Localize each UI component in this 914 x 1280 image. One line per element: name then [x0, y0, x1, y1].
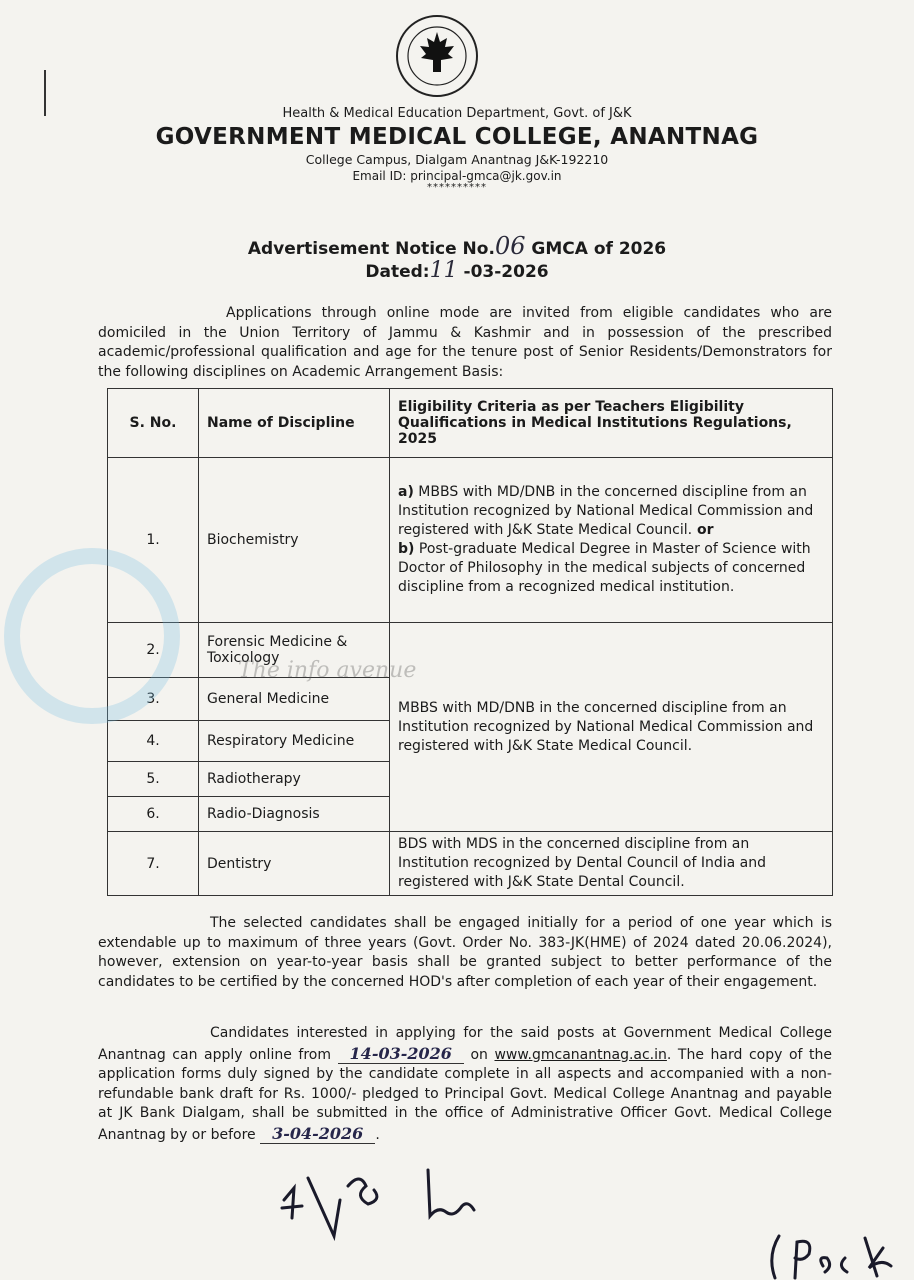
header-separator: ********** [427, 182, 487, 193]
watermark-text: The info avenue [238, 658, 417, 683]
criteria-a-label: a) [398, 484, 414, 500]
criteria-b-text: Post-graduate Medical Degree in Master of Science with Doctor of Philosophy in the medical subjects of concerned discipline from a recognized medical institution. [398, 541, 811, 595]
row-sno: 6. [108, 797, 199, 832]
dated-day: 11 [429, 258, 458, 283]
handwritten-signature [278, 1160, 498, 1250]
engagement-paragraph: The selected candidates shall be engaged initially for a period of one year which is extendable up to maximum of three years (Govt. Order No. 383-JK(HME) of 2024 dated 20.06.2024), however, extension on year-to-year basis shall be granted subject to better performance of the candidates to be certified by the concerned HOD's after completion of each year of their engagement. [98, 915, 832, 990]
criteria-a-text: MBBS with MD/DNB in the concerned discipline from an Institution recognized by National Medical Commission and registered with J&K State Medical Council. [398, 484, 814, 538]
notice-suffix: GMCA of 2026 [525, 239, 667, 259]
apply-text-1: Candidates interested in applying for the said posts at Government Medical College Anantnag can apply online from [98, 1025, 832, 1063]
row-sno: 3. [108, 678, 199, 721]
apply-last-date: 3-04-2026 [260, 1124, 375, 1144]
row-discipline: Radiotherapy [199, 762, 390, 797]
notice-date-line [0, 258, 914, 283]
college-seal-logo [395, 14, 479, 98]
apply-text-3: . The hard copy of the application forms duly signed by the candidate complete in all aspects and accompanied with a non-refundable bank draft for Rs. 1000/- pledged to Principal Govt. Medical College Anantnag and payable at JK Bank Dialgam, shall be submitted in the office of Administrative Officer Govt. Medical College Anantnag by or before [98, 1046, 832, 1143]
watermark-ring [4, 548, 180, 724]
row-discipline: Radio-Diagnosis [199, 797, 390, 832]
notice-number: 06 [494, 232, 526, 260]
row-discipline: Biochemistry [199, 458, 390, 623]
handwritten-page-mark [765, 1228, 905, 1280]
row-discipline: Forensic Medicine & Toxicology [199, 623, 390, 678]
row-sno: 4. [108, 721, 199, 762]
notice-prefix: Advertisement Notice No. [247, 239, 495, 259]
apply-text-2: on [463, 1046, 495, 1063]
row-sno: 2. [108, 623, 199, 678]
intro-paragraph: Applications through online mode are invited from eligible candidates who are domiciled in the Union Territory of Jammu & Kashmir and in possession of the prescribed academic/professional qualification and age for the tenure post of Senior Residents/Demonstrators for the following disciplines on Academic Arrangement Basis: [98, 305, 832, 380]
row-sno: 7. [108, 832, 199, 896]
criteria-b-label: b) [398, 541, 415, 557]
row-discipline: Respiratory Medicine [199, 721, 390, 762]
row-sno: 1. [108, 458, 199, 623]
college-name: GOVERNMENT MEDICAL COLLEGE, ANANTNAG [155, 124, 759, 150]
department-name: Health & Medical Education Department, Govt. of J&K [282, 106, 632, 121]
header-criteria: Eligibility Criteria as per Teachers Eligibility Qualifications in Medical Institutions Regulations, 2025 [390, 389, 833, 458]
header-discipline: Name of Discipline [199, 389, 390, 458]
table-header-row [108, 389, 833, 458]
college-address: College Campus, Dialgam Anantnag J&K-192210 [305, 152, 609, 167]
discipline-table [107, 388, 833, 896]
row-sno: 5. [108, 762, 199, 797]
header-sno: S. No. [108, 389, 199, 458]
application-paragraph [98, 1024, 832, 1145]
dated-rest: -03-2026 [457, 262, 549, 282]
criteria-or: or [692, 522, 714, 538]
apply-from-date: 14-03-2026 [338, 1044, 464, 1064]
criteria-md-dnb: MBBS with MD/DNB in the concerned discipline from an Institution recognized by National Medical Commission and registered with J&K State Medical Council. [390, 623, 833, 832]
table-row [108, 458, 833, 623]
table-row [108, 832, 833, 896]
website-link[interactable]: www.gmcanantnag.ac.in [494, 1046, 667, 1063]
criteria-biochemistry [390, 458, 833, 623]
row-discipline: Dentistry [199, 832, 390, 896]
notice-number-line [0, 232, 914, 260]
table-row [108, 623, 833, 678]
dated-label: Dated: [365, 262, 430, 282]
row-discipline: General Medicine [199, 678, 390, 721]
college-email: Email ID: principal-gmca@jk.gov.in [352, 169, 562, 183]
criteria-dentistry: BDS with MDS in the concerned discipline from an Institution recognized by Dental Council of India and registered with J&K State Dental Council. [390, 832, 833, 896]
apply-end: . [375, 1126, 380, 1143]
